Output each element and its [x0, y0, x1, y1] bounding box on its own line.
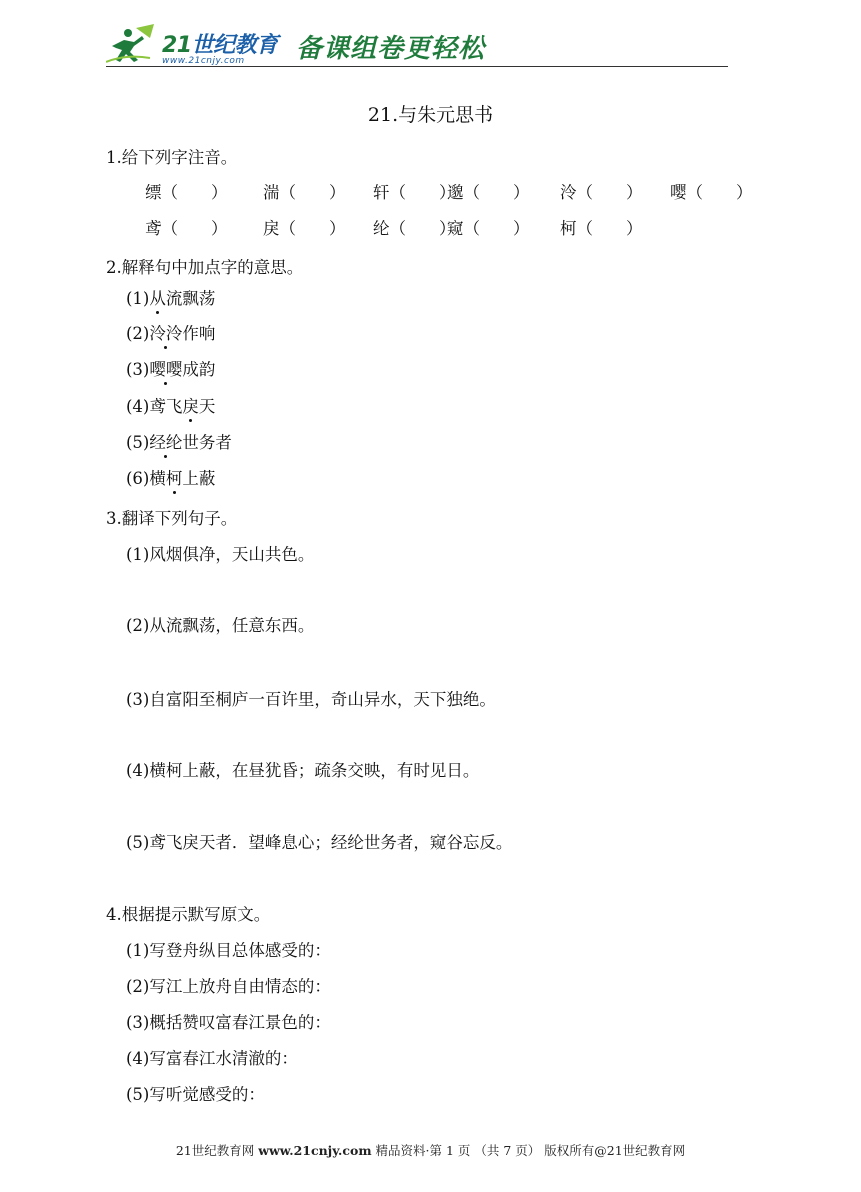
explain-item: (4)鸢飞戾天 — [126, 393, 215, 417]
pinyin-item: 鸢（ ） — [145, 219, 228, 238]
brand-url: www.21cnjy.com — [162, 56, 245, 66]
translate-item: (3)自富阳至桐庐一百许里，奇山异水，天下独绝。 — [126, 690, 496, 709]
question-2-prompt: 2.解释句中加点字的意思。 — [106, 258, 304, 277]
dotted-char: 戾 — [182, 393, 199, 417]
pinyin-item: 窥（ ） — [447, 219, 530, 238]
dictation-item: (4)写富春江水清澈的： — [126, 1049, 298, 1068]
dictation-item: (5)写听觉感受的： — [126, 1085, 265, 1104]
dictation-item: (1)写登舟纵目总体感受的： — [126, 941, 331, 960]
pinyin-item: 泠（ ） — [560, 183, 643, 202]
dictation-item: (3)概括赞叹富春江景色的： — [126, 1013, 331, 1032]
pinyin-item: 缥（ ） — [145, 183, 228, 202]
footer-info: 精品资料·第 1 页 （共 7 页） 版权所有@21世纪教育网 — [375, 1143, 686, 1158]
footer-site: 21世纪教育网 — [175, 1143, 255, 1158]
question-1-prompt: 1.给下列字注音。 — [106, 148, 238, 167]
dotted-char: 柯 — [166, 465, 183, 489]
translate-item: (5)鸢飞戾天者．望峰息心；经纶世务者，窥谷忘反。 — [126, 833, 513, 852]
footer-url: www.21cnjy.com — [258, 1143, 372, 1158]
pinyin-item: 纶（ ） — [373, 219, 456, 238]
explain-item: (2)泠泠作响 — [126, 320, 215, 344]
explain-item: (5)经纶世务者 — [126, 429, 232, 453]
slogan: 备课组卷更轻松 — [296, 34, 486, 64]
pinyin-item: 邈（ ） — [447, 183, 530, 202]
page-title: 21.与朱元思书 — [367, 104, 494, 126]
dictation-item: (2)写江上放舟自由情态的： — [126, 977, 331, 996]
dotted-char: 泠泠 — [149, 320, 182, 344]
translate-item: (4)横柯上蔽，在昼犹昏；疏条交映，有时见日。 — [126, 761, 480, 780]
translate-item: (2)从流飘荡，任意东西。 — [126, 616, 315, 635]
header-rule — [106, 66, 728, 67]
explain-item: (1)从流飘荡 — [126, 285, 215, 309]
pinyin-item: 嘤（ ） — [670, 183, 753, 202]
question-4-prompt: 4.根据提示默写原文。 — [106, 905, 271, 924]
translate-item: (1)风烟俱净，天山共色。 — [126, 545, 315, 564]
header-banner — [106, 24, 728, 70]
dotted-char: 嘤嘤 — [149, 356, 182, 380]
runner-logo-icon — [106, 24, 158, 66]
pinyin-item: 戾（ ） — [263, 219, 346, 238]
dotted-char: 从 — [149, 285, 166, 309]
explain-item: (3)嘤嘤成韵 — [126, 356, 215, 380]
pinyin-item: 柯（ ） — [560, 219, 643, 238]
pinyin-item: 轩（ ） — [373, 183, 456, 202]
page-footer — [0, 1141, 861, 1159]
pinyin-item: 湍（ ） — [263, 183, 346, 202]
dotted-char: 经纶 — [149, 429, 182, 453]
explain-item: (6)横柯上蔽 — [126, 465, 215, 489]
question-3-prompt: 3.翻译下列句子。 — [106, 509, 238, 528]
brand-name: 21世纪教育 — [162, 33, 278, 58]
